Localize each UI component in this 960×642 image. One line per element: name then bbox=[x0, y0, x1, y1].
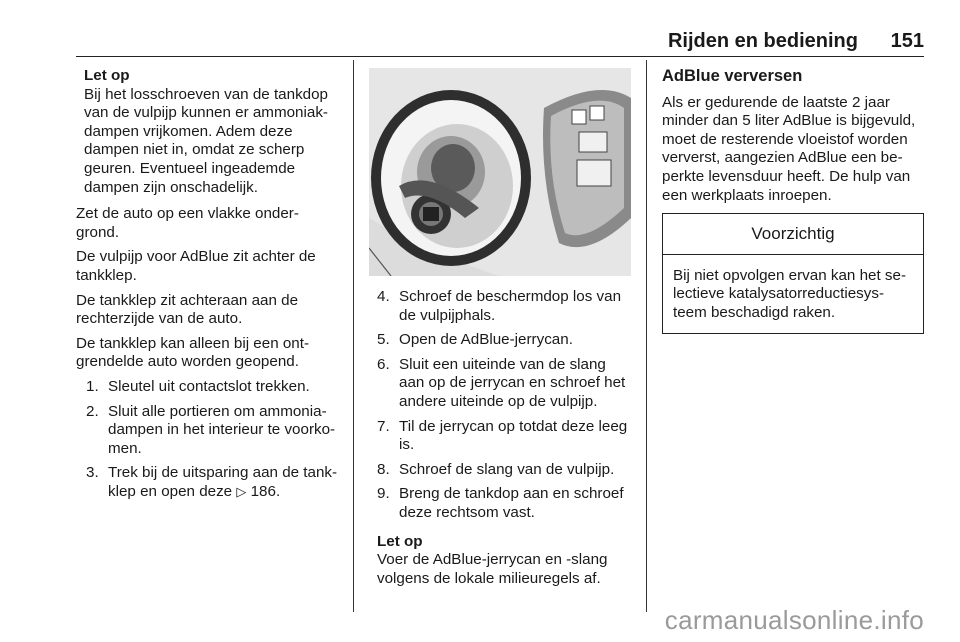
note-text: Voer de AdBlue-jerrycan en -slang volgens de lokale milieuregels af. bbox=[377, 551, 608, 587]
column-3 bbox=[662, 67, 924, 334]
list-item bbox=[377, 418, 635, 455]
list-item bbox=[377, 331, 635, 350]
step-number: 7. bbox=[377, 417, 390, 435]
step-number: 2. bbox=[86, 402, 99, 420]
list-item bbox=[377, 356, 635, 412]
watermark: carmanualsonline.info bbox=[664, 605, 924, 635]
step-list bbox=[86, 378, 342, 502]
fuel-flap-illustration bbox=[369, 68, 631, 276]
section-heading: AdBlue verversen bbox=[662, 67, 803, 85]
paragraph: Zet de auto op een vlakke onder- grond. bbox=[76, 205, 299, 241]
paragraph: De vulpijp voor AdBlue zit achter de tankklep. bbox=[76, 248, 316, 284]
column-divider-1 bbox=[353, 60, 354, 612]
step-text: Sleutel uit contactslot trekken. bbox=[108, 377, 310, 395]
note-text: Bij het losschroeven van de tankdop van de vulpijp kunnen er ammoniak- dampen vrijkomen. Adem deze dampen niet in, omdat ze scherp geuren. Eventueel ingeademde dampen zijn onschadelijk. bbox=[84, 85, 329, 196]
note-block bbox=[84, 67, 342, 197]
list-item bbox=[86, 464, 342, 501]
page-reference-link[interactable]: 186. bbox=[250, 482, 281, 500]
step-text: Schroef de slang van de vulpijp. bbox=[399, 460, 615, 478]
note-title: Let op bbox=[84, 67, 130, 84]
caution-text: Bij niet opvolgen ervan kan het se- lectieve katalysatorreductiesys- teem beschadigd raken. bbox=[673, 266, 907, 321]
step-number: 1. bbox=[86, 377, 99, 395]
list-item bbox=[86, 403, 342, 459]
note-block bbox=[377, 533, 635, 589]
caution-box bbox=[662, 213, 924, 333]
step-text: Sluit alle portieren om ammonia- dampen in het interieur te voorko- men. bbox=[108, 402, 336, 457]
list-item bbox=[86, 378, 342, 397]
arrow-right-icon: ▷ bbox=[236, 483, 247, 499]
step-text: Open de AdBlue-jerrycan. bbox=[399, 331, 573, 349]
list-item bbox=[377, 288, 635, 325]
illustration-svg bbox=[369, 68, 631, 276]
section-title: Rijden en bediening bbox=[667, 30, 858, 52]
list-item bbox=[377, 485, 635, 522]
caution-title: Voorzichtig bbox=[663, 214, 923, 255]
step-number: 4. bbox=[377, 288, 390, 305]
step-number: 5. bbox=[377, 331, 390, 349]
paragraph: De tankklep kan alleen bij een ont- grendelde auto worden geopend. bbox=[76, 334, 310, 371]
list-item bbox=[377, 461, 635, 480]
column-1 bbox=[76, 67, 342, 507]
paragraph: Als er gedurende de laatste 2 jaar minder dan 5 liter AdBlue is bijgevuld, moet de resterende vloeistof worden ververst, aangezien AdBlue een be- perkte levensduur heeft. De hulp van een werkplaats inroepen. bbox=[662, 93, 916, 204]
header-divider bbox=[76, 56, 924, 57]
step-text: Til de jerrycan op totdat deze leeg is. bbox=[399, 417, 628, 454]
step-text: Schroef de beschermdop los van de vulpijphals. bbox=[399, 288, 622, 324]
page-header bbox=[0, 0, 960, 60]
step-list bbox=[377, 288, 635, 523]
step-number: 8. bbox=[377, 460, 390, 478]
step-text: Trek bij de uitsparing aan de tank- klep en open deze bbox=[108, 464, 338, 500]
step-text: Sluit een uiteinde van de slang aan op de jerrycan en schroef het andere uiteinde op de vulpijp. bbox=[399, 355, 626, 410]
page-number: 151 bbox=[890, 30, 924, 52]
step-number: 9. bbox=[377, 485, 390, 503]
column-divider-2 bbox=[646, 60, 647, 612]
step-number: 6. bbox=[377, 355, 390, 373]
step-number: 3. bbox=[86, 464, 99, 482]
paragraph: De tankklep zit achteraan aan de rechterzijde van de auto. bbox=[76, 291, 299, 328]
column-2 bbox=[377, 288, 635, 588]
note-title: Let op bbox=[377, 532, 423, 550]
step-text: Breng de tankdop aan en schroef deze rechtsom vast. bbox=[399, 485, 624, 521]
